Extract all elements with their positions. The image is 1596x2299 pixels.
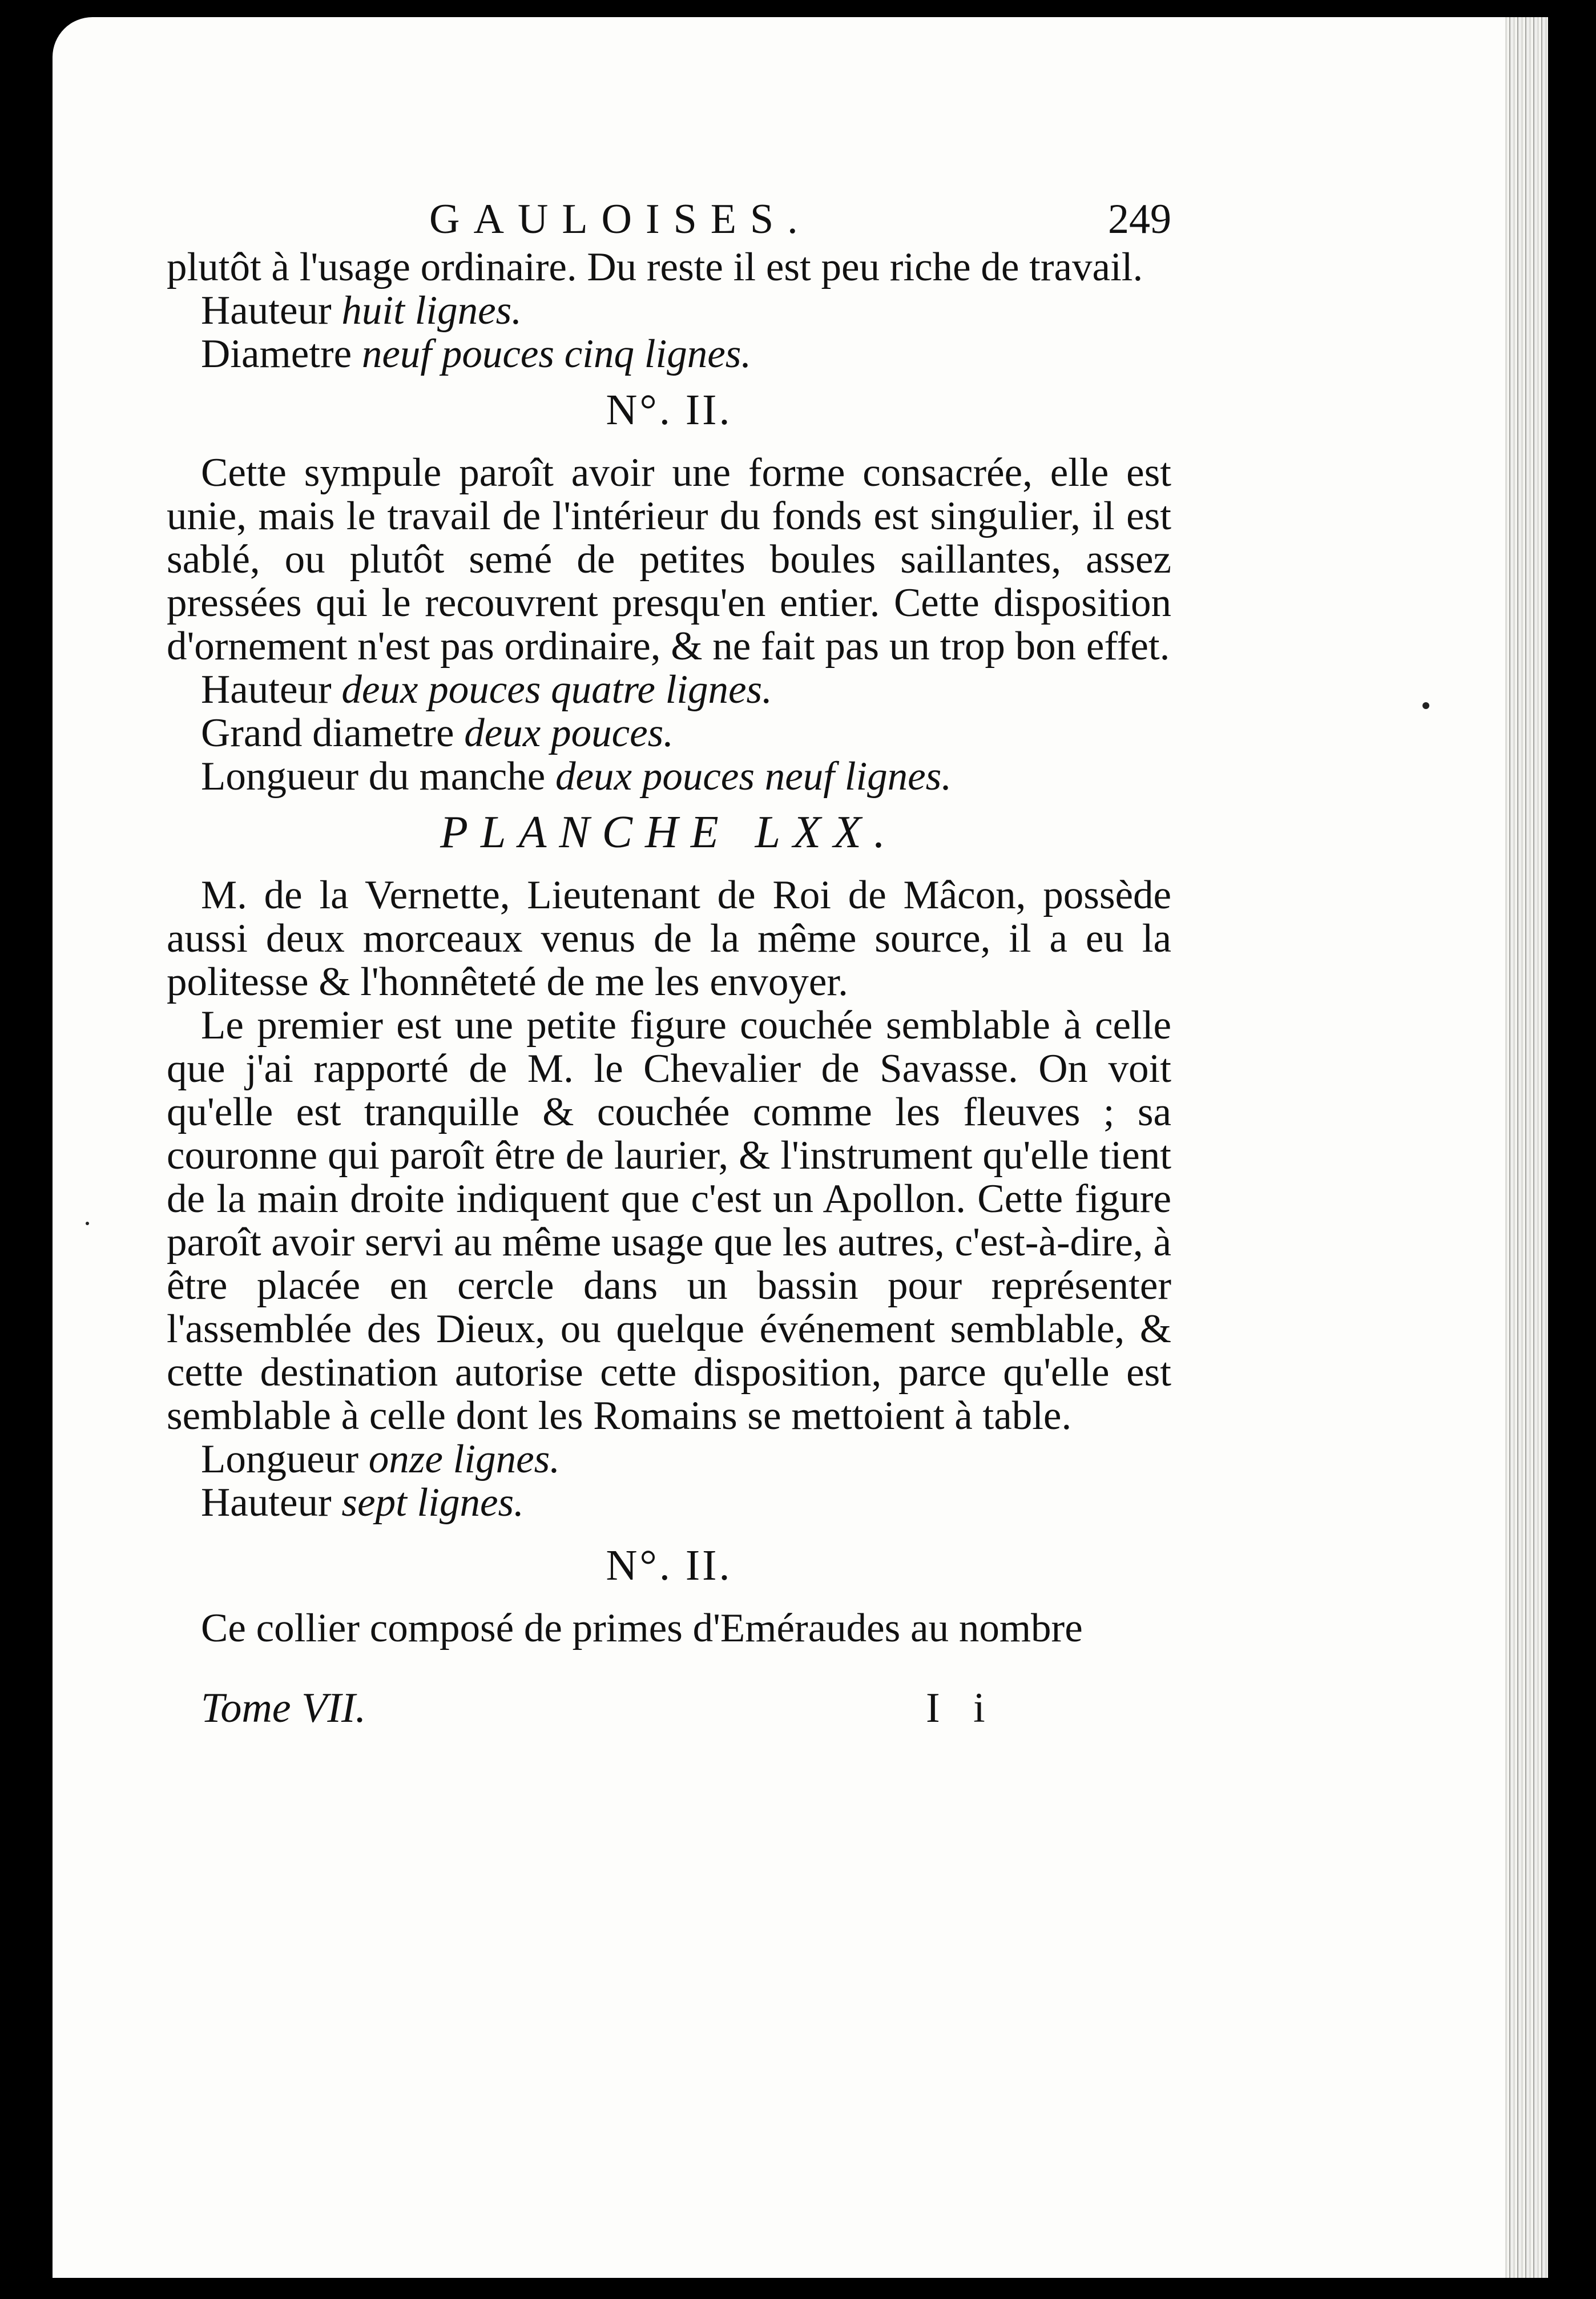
book-page	[53, 17, 1548, 2278]
measurement: Hauteur deux pouces quatre lignes.	[201, 667, 772, 712]
running-head: GAULOISES.	[429, 196, 812, 243]
signature-mark: I i	[926, 1685, 997, 1732]
measurement: Hauteur sept lignes.	[201, 1480, 524, 1525]
volume-label: Tome VII.	[201, 1685, 366, 1732]
page-number: 249	[1108, 196, 1171, 243]
paragraph: plutôt à l'usage ordinaire. Du reste il est peu riche de travail.	[167, 245, 1143, 289]
ink-speck	[86, 1222, 89, 1225]
measurement: Hauteur huit lignes.	[201, 288, 522, 333]
measurement: Diametre neuf pouces cinq lignes.	[201, 332, 752, 376]
measurement: Longueur du manche deux pouces neuf lignes.	[201, 754, 952, 799]
ink-speck	[1422, 702, 1429, 709]
page-header	[167, 195, 1171, 247]
page-edge	[1505, 17, 1548, 2278]
measurement: Longueur onze lignes.	[201, 1437, 561, 1481]
page-footer	[167, 1684, 1171, 1736]
item-number: N°. II.	[606, 386, 732, 434]
measurement: Grand diametre deux pouces.	[201, 711, 674, 755]
plate-heading: PLANCHE LXX.	[440, 807, 898, 857]
paragraph: M. de la Vernette, Lieutenant de Roi de Mâcon, possède aussi deux morceaux venus de la même source, il a eu la politesse & l'honnêteté de me les envoyer.	[167, 873, 1171, 1004]
page-body	[167, 245, 1171, 1650]
paragraph: Ce collier composé de primes d'Eméraudes au nombre	[201, 1606, 1083, 1650]
paragraph: Cette sympule paroît avoir une forme consacrée, elle est unie, mais le travail de l'intérieur du fonds est singulier, il est sablé, ou plutôt semé de petites boules saillantes, assez pressées qui le recouvrent presqu'en entier. Cette disposition d'ornement n'est pas ordinaire, & ne fait pas un trop bon effet.	[167, 450, 1171, 669]
item-number: N°. II.	[606, 1541, 732, 1589]
paragraph: Le premier est une petite figure couchée semblable à celle que j'ai rapporté de M. le Chevalier de Savasse. On voit qu'elle est tranquille & couchée comme les fleuves ; sa couronne qui paroît être de laurier, & l'instrument qu'elle tient de la main droite indiquent que c'est un Apollon. Cette figure paroît avoir servi au même usage que les autres, c'est-à-dire, à être placée en cercle dans un bassin pour représenter l'assemblée des Dieux, ou quelque événement semblable, & cette destination autorise cette disposition, parce qu'elle est semblable à celle dont les Romains se mettoient à table.	[167, 1003, 1171, 1438]
